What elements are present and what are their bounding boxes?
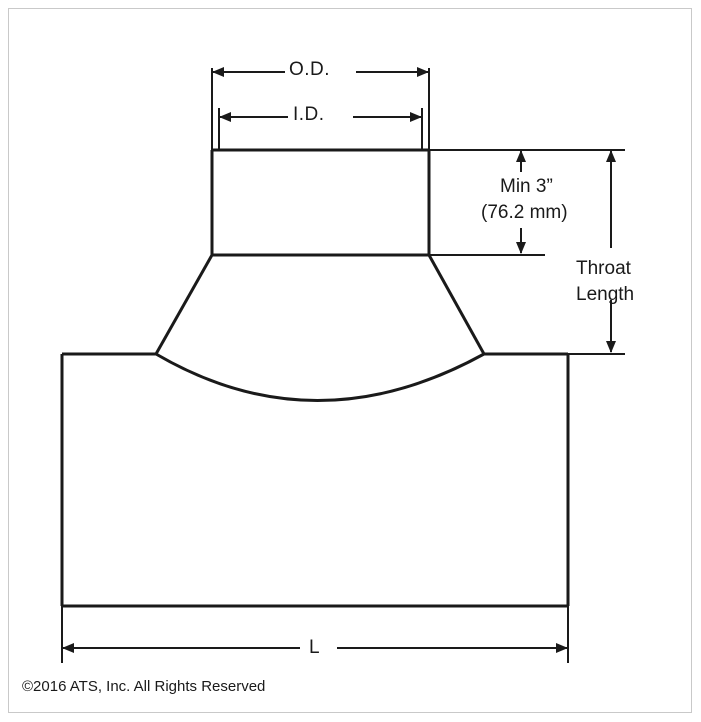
label-id: I.D. xyxy=(293,104,325,125)
label-min-inches: Min 3” xyxy=(500,176,553,197)
label-min-mm: (76.2 mm) xyxy=(481,202,568,223)
dimension-throat-length xyxy=(545,150,625,354)
label-length: L xyxy=(309,637,321,658)
right-taper xyxy=(429,255,484,354)
copyright-notice: ©2016 ATS, Inc. All Rights Reserved xyxy=(22,678,266,695)
label-throat-length-line1: Throat xyxy=(576,258,631,279)
throat-curve xyxy=(156,354,484,401)
label-od: O.D. xyxy=(289,59,331,80)
label-throat-length-line2: Length xyxy=(576,284,635,305)
left-taper xyxy=(156,255,212,354)
